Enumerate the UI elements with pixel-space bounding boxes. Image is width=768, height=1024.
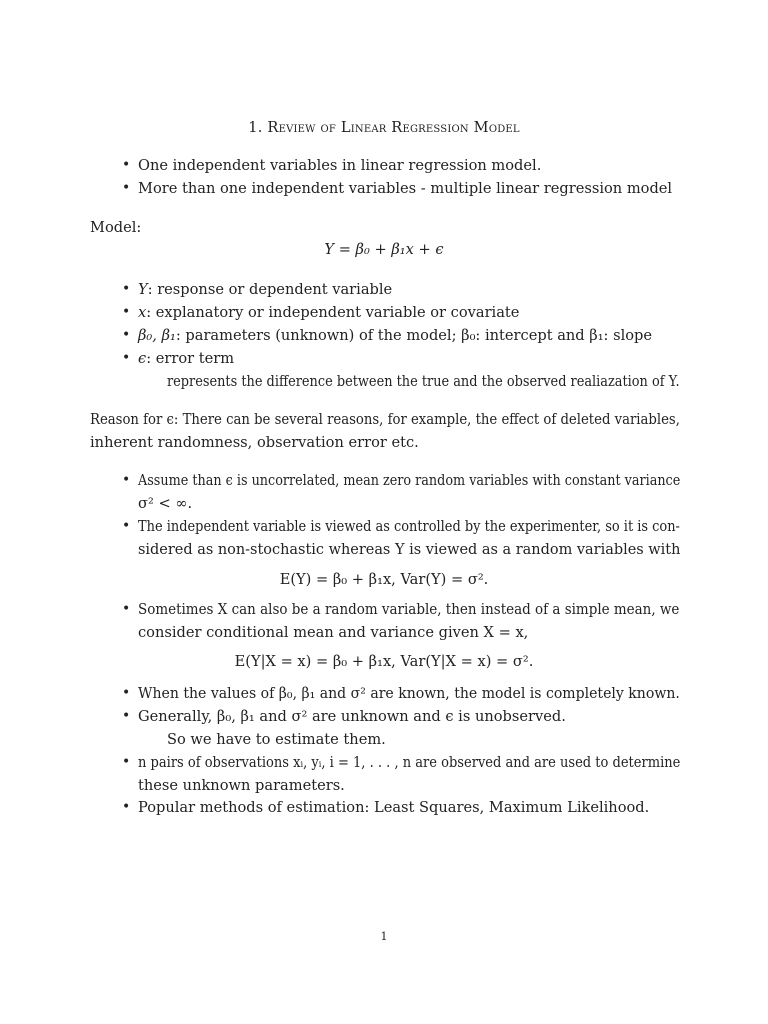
assumption-5-note: So we have to estimate them.: [167, 731, 386, 748]
bullet-icon: •: [122, 754, 131, 770]
page-number: 1: [380, 930, 388, 943]
term-symbol: ϵ: [138, 350, 147, 367]
assumption-7: Popular methods of estimation: Least Squares, Maximum Likelihood.: [138, 799, 650, 816]
bullet-icon: •: [122, 472, 131, 488]
bullet-icon: •: [122, 601, 131, 617]
intro-bullet-2: More than one independent variables - multiple linear regression model: [138, 180, 673, 197]
term-text: : response or dependent variable: [147, 281, 393, 298]
reason-line-1: Reason for ϵ: There can be several reasons, for example, the effect of deleted variables,: [90, 411, 680, 428]
assumption-6-line-2: these unknown parameters.: [138, 777, 345, 794]
bullet-icon: •: [122, 799, 131, 815]
bullet-icon: •: [122, 350, 131, 366]
equation-expectation: E(Y) = β₀ + β₁x, Var(Y) = σ².: [279, 571, 489, 588]
term-text: : parameters (unknown) of the model; β₀: intercept and β₁: slope: [175, 327, 653, 344]
assumption-1-line-1: Assume than ϵ is uncorrelated, mean zero random variables with constant variance: [138, 472, 681, 489]
bullet-icon: •: [122, 518, 131, 534]
term-bullet-y: [138, 280, 392, 300]
bullet-icon: •: [122, 304, 131, 320]
assumption-2-line-2: sidered as non-stochastic whereas Y is viewed as a random variables with: [138, 541, 681, 558]
assumption-5: Generally, β₀, β₁ and σ² are unknown and ϵ is unobserved.: [138, 708, 566, 725]
term-text: : explanatory or independent variable or covariate: [146, 304, 520, 321]
equation-conditional: E(Y|X = x) = β₀ + β₁x, Var(Y|X = x) = σ².: [234, 653, 534, 670]
section-title: [0, 118, 768, 138]
section-title-text: Review of Linear Regression Model: [267, 119, 520, 136]
intro-bullet-1: One independent variables in linear regression model.: [138, 157, 542, 174]
bullet-icon: •: [122, 157, 131, 173]
assumption-2-line-1: The independent variable is viewed as controlled by the experimenter, so it is con-: [138, 518, 680, 535]
term-bullet-x: [138, 303, 519, 323]
term-bullet-beta: [138, 326, 652, 346]
term-symbol: Y: [138, 281, 148, 298]
assumption-3-line-1: Sometimes X can also be a random variable, then instead of a simple mean, we: [138, 601, 680, 618]
assumption-6-line-1: n pairs of observations xᵢ, yᵢ, i = 1, . . . , n are observed and are used to determine: [138, 754, 681, 771]
bullet-icon: •: [122, 708, 131, 724]
bullet-icon: •: [122, 180, 131, 196]
assumption-1-line-2: σ² < ∞.: [138, 495, 193, 512]
bullet-icon: •: [122, 327, 131, 343]
section-number: 1.: [248, 119, 263, 136]
term-bullet-epsilon: [138, 349, 234, 369]
model-equation: Y = β₀ + β₁x + ϵ: [324, 241, 444, 258]
term-symbol: β₀, β₁: [138, 327, 176, 344]
bullet-icon: •: [122, 685, 131, 701]
bullet-icon: •: [122, 281, 131, 297]
assumption-4: When the values of β₀, β₁ and σ² are known, the model is completely known.: [138, 685, 680, 702]
term-symbol: x: [138, 304, 147, 321]
model-label: Model:: [90, 219, 142, 236]
error-note: represents the difference between the true and the observed realiazation of Y.: [167, 373, 680, 390]
reason-line-2: inherent randomness, observation error etc.: [90, 434, 419, 451]
assumption-3-line-2: consider conditional mean and variance given X = x,: [138, 624, 529, 641]
term-text: : error term: [146, 350, 235, 367]
